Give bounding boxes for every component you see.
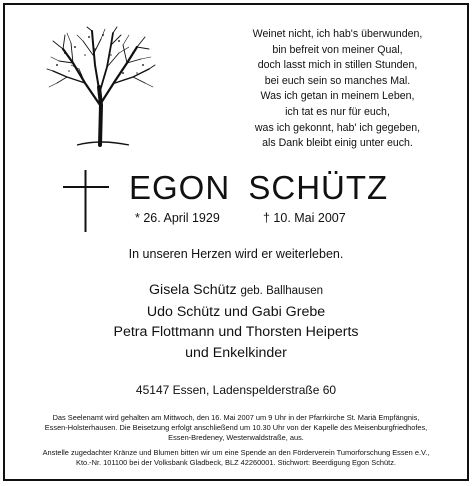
address: 45147 Essen, Ladenspelderstraße 60 xyxy=(135,383,337,397)
service-details xyxy=(5,413,467,468)
poem-line: ich tat es nur für euch, xyxy=(285,105,390,118)
tree-illustration xyxy=(45,25,157,147)
footer-line: Das Seelenamt wird gehalten am Mittwoch, den 16. Mai 2007 um 9 Uhr in der Pfarrkirche St. Mariä Empfängnis, xyxy=(52,413,420,422)
poem-line: bei euch sein so manches Mal. xyxy=(264,74,411,87)
poem-line: Was ich getan in meinem Leben, xyxy=(260,90,415,103)
deceased-name: EGON SCHÜTZ xyxy=(129,169,389,206)
poem-line: doch lasst mich in stillen Stunden, xyxy=(257,59,418,72)
poem xyxy=(215,27,460,152)
obituary-notice xyxy=(3,3,469,481)
footer-line: Essen-Holsterhausen. Die Beisetzung erfolgt anschließend um 10.30 Uhr von der Kapelle des Meisenburgfriedhofes, xyxy=(44,423,428,433)
birth-date: * 26. April 1929 xyxy=(135,211,220,225)
mourner-name: Gisela Schütz xyxy=(149,282,237,298)
mourner-line: und Enkelkinder xyxy=(185,344,287,361)
footer-line: Anstelle zugedachter Kränze und Blumen bitten wir um eine Spende an den Förderverein Tumorforschung Essen e.V., xyxy=(42,448,430,458)
mourner-line xyxy=(5,280,467,302)
footer-line: Kto.-Nr. 101100 bei der Volksbank Gladbeck, BLZ 42260001. Stichwort: Beerdigung Egon Schütz. xyxy=(76,458,396,468)
motto: In unseren Herzen wird er weiterleben. xyxy=(128,247,344,261)
poem-line: bin befreit von meiner Qual, xyxy=(272,43,403,56)
poem-line: als Dank bleibt einig unter euch. xyxy=(262,137,413,150)
mourner-line: Udo Schütz und Gabi Grebe xyxy=(146,303,326,320)
poem-line: was ich gekonnt, hab' ich gegeben, xyxy=(254,121,421,134)
cross-icon xyxy=(63,170,109,232)
death-date: † 10. Mai 2007 xyxy=(263,211,346,225)
footer-line: Essen-Bredeney, Westerwaldstraße, aus. xyxy=(168,433,304,443)
mourner-line: Petra Flottmann und Thorsten Heiperts xyxy=(113,324,359,340)
maiden-name: geb. Ballhausen xyxy=(240,285,323,297)
poem-line: Weinet nicht, ich hab's überwunden, xyxy=(252,28,423,40)
mourners-list xyxy=(5,280,467,363)
